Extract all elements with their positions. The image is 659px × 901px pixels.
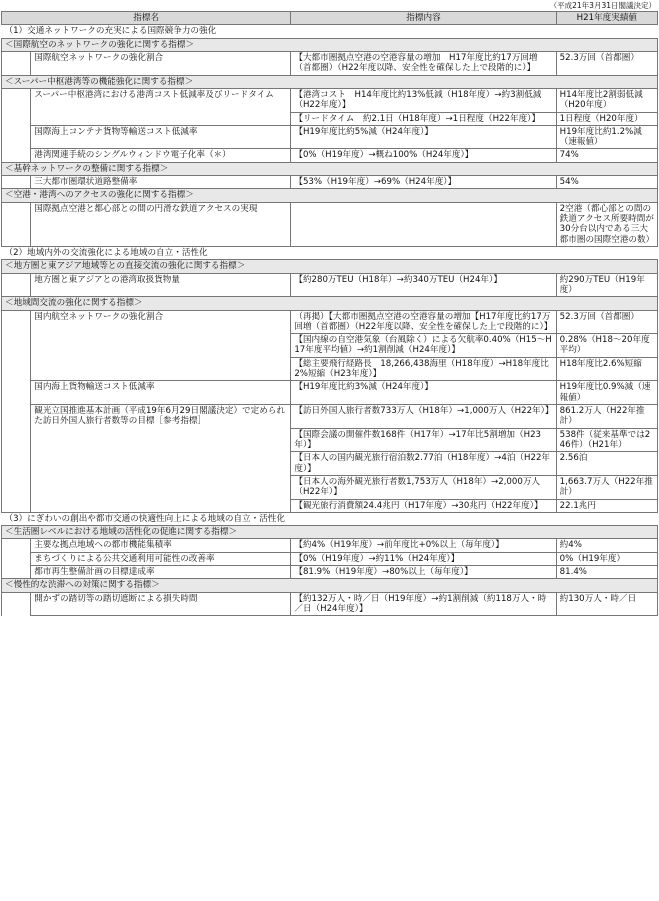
indicator-result: 861.2万人（H22年推計） — [556, 405, 657, 429]
indicator-result: H19年度比0.9%減（速報値） — [556, 381, 657, 405]
table-row — [2, 149, 658, 162]
indicator-result: 74% — [556, 149, 657, 162]
indicator-content: 【0%（H19年度）→約11%（H24年度）】 — [291, 552, 556, 565]
indicator-result: 81.4% — [556, 566, 657, 579]
indicator-name: 主要な拠点地域への都市機能集積率 — [31, 539, 291, 552]
indicator-name: 都市再生整備計画の目標達成率 — [31, 566, 291, 579]
indicator-content: 【0%（H19年度）→概ね100%（H24年度）】 — [291, 149, 556, 162]
group-heading: ＜空港・港湾へのアクセスの強化に関する指標＞ — [2, 189, 658, 202]
col-header-result: H21年度実績値 — [556, 12, 657, 25]
indicator-name: 観光立国推進基本計画（平成19年6月29日閣議決定）で定められた訪日外国人旅行者数等の目標［参考指標］ — [31, 405, 291, 513]
indicator-name: 国際海上コンテナ貨物等輸送コスト低減率 — [31, 125, 291, 149]
group-heading: ＜地方圏と東アジア地域等との直接交流の強化に関する指標＞ — [2, 260, 658, 273]
indicator-content: 【港湾コスト H14年度比約13%低減（H18年度）→約3割低減（H22年度）】 — [291, 88, 556, 112]
indicator-result: 2空港（都心部との間の鉄道アクセス所要時間が30分台以内である三大都市圏の国際空港の数） — [556, 202, 657, 246]
indicator-content: 【81.9%（H19年度）→80%以上（毎年度）】 — [291, 566, 556, 579]
indicator-result: 約290万TEU（H19年度） — [556, 273, 657, 297]
indicator-name: まちづくりによる公共交通利用可能性の改善率 — [31, 552, 291, 565]
indicator-name: 国際拠点空港と都心部との間の円滑な鉄道アクセスの実現 — [31, 202, 291, 246]
indicator-content: 【観光旅行消費額24.4兆円（H17年度）→30兆円（H22年度）】 — [291, 499, 556, 512]
table-row — [2, 273, 658, 297]
indicator-result: 52.3万回（首都圏） — [556, 310, 657, 334]
indicator-result: 0%（H19年度） — [556, 552, 657, 565]
indicator-content: 【H19年度比約5%減（H24年度）】 — [291, 125, 556, 149]
header-row — [2, 12, 658, 25]
indicator-content: 【約4%（H19年度）→前年度比+0%以上（毎年度）】 — [291, 539, 556, 552]
group-heading: ＜慢性的な渋滞への対策に関する指標＞ — [2, 579, 658, 592]
indicator-name: 国内航空ネットワークの強化割合 — [31, 310, 291, 381]
group-heading: ＜スーパー中枢港湾等の機能強化に関する指標＞ — [2, 75, 658, 88]
group-heading: ＜生活圏レベルにおける地域の活性化の促進に関する指標＞ — [2, 526, 658, 539]
indicator-name: 国内海上貨物輸送コスト低減率 — [31, 381, 291, 405]
indicator-content: 【53%（H19年度）→69%（H24年度）】 — [291, 176, 556, 189]
indicator-content: （再掲）【大都市圏拠点空港の空港容量の増加【H17年度比約17万回増（首都圏）（H22年度以降、安全性を確保した上で段階的に）】 — [291, 310, 556, 334]
indicator-result: 0.28%（H18〜20年度平均） — [556, 334, 657, 358]
indicator-name: 開かずの踏切等の踏切遮断による損失時間 — [31, 592, 291, 616]
table-row — [2, 310, 658, 334]
indicator-result: 538件（従来基準では246件）（H21年） — [556, 428, 657, 452]
indicator-content: 【訪日外国人旅行者数733万人（H18年）→1,000万人（H22年）】 — [291, 405, 556, 429]
indicator-result: 約4% — [556, 539, 657, 552]
col-header-name: 指標名 — [2, 12, 291, 25]
indicator-content: 【大都市圏拠点空港の空港容量の増加 H17年度比約17万回増（首都圏）（H22年度以降、安全性を確保した上で段階的に）】 — [291, 51, 556, 75]
indicator-name: 国際航空ネットワークの強化割合 — [31, 51, 291, 75]
indicator-name: 三大都市圏環状道路整備率 — [31, 176, 291, 189]
indicator-result: H19年度比約1.2%減（速報値） — [556, 125, 657, 149]
indicator-result: 54% — [556, 176, 657, 189]
table-row — [2, 125, 658, 149]
indicator-result: 2.56泊 — [556, 452, 657, 476]
indicator-name: 港湾関連手続のシングルウィンドウ電子化率（＊） — [31, 149, 291, 162]
indicator-content: 【国際会議の開催件数168件（H17年）→17年比5割増加（H23年）】 — [291, 428, 556, 452]
section-heading: （3）にぎわいの創出や都市交通の快適性向上による地域の自立・活性化 — [2, 512, 658, 525]
table-row — [2, 539, 658, 552]
table-row — [2, 381, 658, 405]
decision-note: （平成21年3月31日閣議決定） — [549, 1, 656, 10]
col-header-content: 指標内容 — [291, 12, 556, 25]
indicator-content: 【約132万人・時／日（H19年度）→約1割削減（約118万人・時／日（H24年度）】 — [291, 592, 556, 616]
group-heading: ＜国際航空のネットワークの強化に関する指標＞ — [2, 38, 658, 51]
table-row — [2, 552, 658, 565]
table-row — [2, 202, 658, 246]
indicator-result: 52.3万回（首都圏） — [556, 51, 657, 75]
indicator-content: 【H19年度比約3%減（H24年度）】 — [291, 381, 556, 405]
indicator-content: 【国内線の自空港気象（台風除く）による欠航率0.40%（H15〜H17年度平均値）→約1割削減（H24年度）】 — [291, 334, 556, 358]
indicator-name: 地方圏と東アジアとの港湾取扱貨物量 — [31, 273, 291, 297]
indicator-content: 【日本人の海外観光旅行者数1,753万人（H18年）→2,000万人（H22年）】 — [291, 475, 556, 499]
indicator-result: 約130万人・時／日 — [556, 592, 657, 616]
indicator-content: 【約280万TEU（H18年）→約340万TEU（H24年）】 — [291, 273, 556, 297]
group-heading: ＜地域間交流の強化に関する指標＞ — [2, 297, 658, 310]
table-row — [2, 176, 658, 189]
indicator-result: 1日程度（H20年度） — [556, 112, 657, 125]
table-row — [2, 566, 658, 579]
indicator-content: 【リードタイム 約2.1日（H18年度）→1日程度（H22年度）】 — [291, 112, 556, 125]
section-heading: （1）交通ネットワークの充実による国際競争力の強化 — [2, 25, 658, 38]
table-row — [2, 592, 658, 616]
indicator-table — [1, 11, 658, 616]
table-row — [2, 51, 658, 75]
indicator-result: 22.1兆円 — [556, 499, 657, 512]
indicator-result: 1,663.7万人（H22年推計） — [556, 475, 657, 499]
group-heading: ＜基幹ネットワークの整備に関する指標＞ — [2, 162, 658, 175]
indicator-result: H14年度比2割弱低減（H20年度） — [556, 88, 657, 112]
section-heading: （2）地域内外の交流強化による地域の自立・活性化 — [2, 246, 658, 259]
indicator-name: スーパー中枢港湾における港湾コスト低減率及びリードタイム — [31, 88, 291, 125]
table-row — [2, 88, 658, 112]
indicator-result: H18年度比2.6%短縮 — [556, 357, 657, 381]
indicator-content: 【日本人の国内観光旅行宿泊数2.77泊（H18年度）→4泊（H22年度）】 — [291, 452, 556, 476]
indicator-content — [291, 202, 556, 246]
indicator-content: 【総主要飛行経路長 18,266,438海里（H18年度）→H18年度比2%短縮（H23年度）】 — [291, 357, 556, 381]
table-row — [2, 405, 658, 429]
